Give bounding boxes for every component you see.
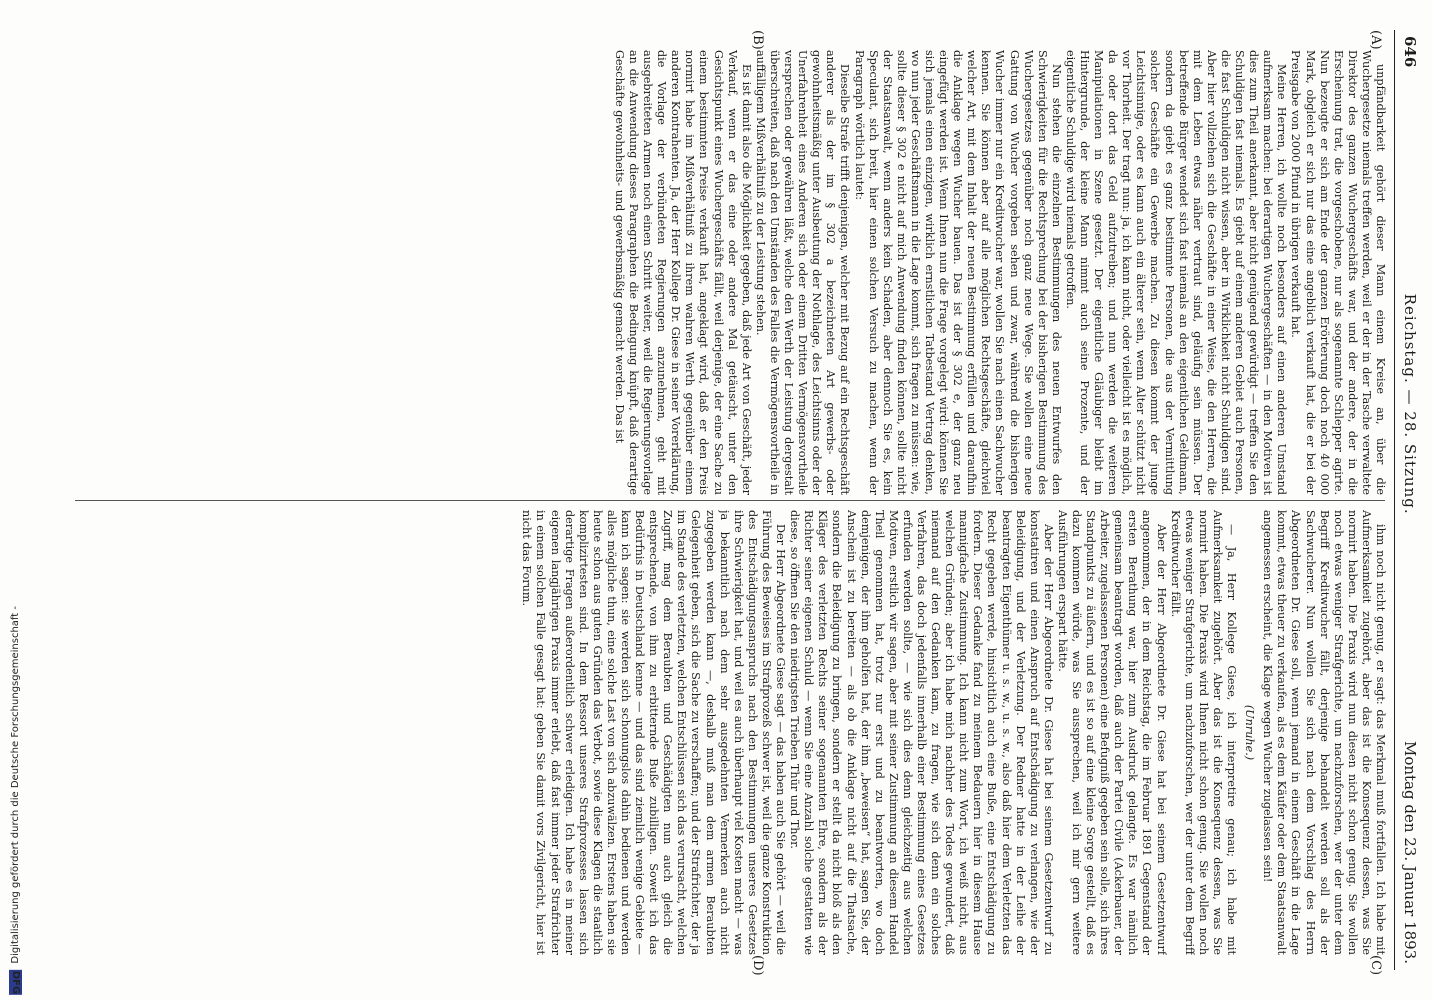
page-header xyxy=(1394,30,1425,970)
header-date: Montag den 23. Januar 1893. xyxy=(1401,740,1419,964)
digitization-credit xyxy=(2,600,28,995)
newspaper-page-content xyxy=(55,30,1425,976)
paragraph: Es ist damit also die Möglichkeit gegeben, daß jede Art von Geschäft, jeder Verkauf, wenn er das eine oder andere Mal getäuscht, unter den Gesichtspunkt eines Wuchergeschäfts fällt, weil derjenige, der eine Sache zu einem bestimmten Preise verkauft hat, angeklagt wird, daß er den Preis normirt habe im Mißverhältniß zu ihrem wahren Werth gegenüber einem anderen Kontrahenten. Ja, der Herr Kollege Dr. Giese in seiner Vorerklärung, die Vorlage der verbündeten Regierungen anzunehmen, geht mit ausgebreiteten Armen noch einen Schritt weiter, weil die Regierungsvorlage an die Anwendung dieses Paragraphen die Bedingung knüpft, daß derartige Geschäfte gewohnheits- und gewerbsmäßig gemacht werden. Das ist xyxy=(612,50,753,495)
margin-marker-c: (C) xyxy=(1368,955,1383,976)
quoted-paragraph: Dieselbe Strafe trifft denjenigen, welcher mit Bezug auf ein Rechtsgeschäft anderer als der im § 302 a bezeichneten Art gewerbs- oder gewohnheitsmäßig unter Ausbeutung der Nothlage, des Leichtsinns oder der Unerfahrenheit eines Anderen sich oder einem Dritten Vermögensvortheile versprechen oder gewähren läßt, welche den Werth der Leistung dergestalt überschreiten, daß nach den Umständen des Falles die Vermögensvortheile in auffälligem Mißverhältniß zu der Leistung stehen. xyxy=(753,50,852,495)
paragraph: unpfändbarkeit gehört dieser Mann einem Kreise an, über die Wuchergesetze niemals treffen werden, weil er der in der Tasche verwaltete Direktor des ganzen Wuchergeschäfts war, und der andere, der in die Erscheinung trat, die vorgeschobene, nur als sogenannte Schlepper agirte. Nun bezeugte er sich am Ende der ganzen Erörterung doch noch 40 000 Mark, obgleich er sich nur das eine angeblich verkauft hat, die er bei der Preisgabe von 2000 Pfund in übrigen verkauft hat. xyxy=(1289,50,1387,495)
right-text-column xyxy=(67,510,1387,955)
paragraph: — Ja, Herr Kollege Giese, ich interpretire genau; ich habe mit Aufmerksamkeit zugehört. Aber das ist die Konsequenz dessen, was Sie normirt haben. Die Praxis wird Ihnen nicht schon genug. Sie wollen noch etwas weniger Strafgerichte, um nachzuforschen, wer der unter dem Begriff Kreditwucher fällt. xyxy=(1168,510,1239,955)
paragraph: Meine Herren, ich wollte noch besonders auf einen anderen Umstand aufmerksam machen: bei derartigen Wuchergeschäften — in den Motiven ist dies zum Theil anerkannt, aber nicht genügend gewürdigt — treffen Sie den Schuldigen fast niemals. Es giebt auf einem anderen Gebiet auch Personen, die fast Schuldigen nicht wissen, aber in Wirklichkeit nicht Schuldigen sind. Aber hier vollziehen sich die Geschäfte in einer Weise, die den Herren, die mit dem Leben etwas näher vertraut sind, geläufig sein müssen. Der betreffende Bürger wendet sich fast niemals an den eigentlichen Geldmann, sondern da giebt es ganz bestimmte Personen, die aus der Vermittlung solcher Geschäfte ein Gewerbe machen. Zu diesen kommt der junge Leichtsinnige, oder es kann auch ein älterer sein, wenn Alter schützt nicht vor Thorheit. Der tragt nun: ja, ich kann nicht, oder vielleicht ist es möglich, da oder dort das Geld aufzutreiben; und nun werden die weiteren Manipulationen in Szene gesetzt. Der eigentliche Gläubiger bleibt im Hintergrunde, der kleine Mann nimmt auch seine Prozente, und der eigentliche Schuldige wird niemals getroffen. xyxy=(1063,50,1289,495)
margin-marker-d: (D) xyxy=(750,955,765,976)
left-text-column xyxy=(67,50,1387,495)
column-divider xyxy=(75,500,1385,501)
digitization-credit-text: DFG Digitalisierung gefördert durch die Deutsche Forschungsgemeinschaft - xyxy=(9,605,21,994)
margin-marker-b: (B) xyxy=(750,30,765,50)
paragraph: Aber der Herr Abgeordnete Dr. Giese hat bei seinem Gesetzentwurf zu konstatiren und einen Anspruch auf Entschädigung zu verlangen, wie der Beleidigung, und der Verletzung. Der Redner hatte in der Leihe der beantragten Eigenthümer u. s. w., u. s. w., also daß hier dem Verletzten das Recht gegeben werde, hinsichtlich auch eine Buße, eine Entschädigung zu fordern. Dieser Gedanke fand zu meinem Bedauern hier in diesem Hause mannigfache Zustimmung. Ich kann nicht zum Wort, ich weiß nicht, aus welchen Gründen; aber ich habe mich nachher des Todes gewundert, daß niemand auf den Gedanken kam, zu fragen, wie sich denn ein solches Verfahren, das doch jedenfalls innerhalb einer Bestimmung eines Gesetzes erfunden werden sollte, — wie sich dies denn gleichzeitig aus welchen Motiven, erstlich wir sagen, aber mit seiner Zustimmung an diesem Handel Theil genommen hat, trotz nur erst und zu beantworten, wo doch demjenigen, der ihm geholfen hat, der ihm „beweisen“ hat, sagen Sie, der Anschein ist zu bereiten — als ob die Anklage nicht auf die Thatsache, sondern die Beleidigung zu bringen, sondern er stellt da nicht bloß als den Kläger des verletzten Rechts seiner sogenannten Ehre, sondern als der Richter seiner eigenen Schuld — wenn Sie eine Anzahl solche gestatten wie diese, so öffnen Sie den niedrigsten Trieben Thür und Thor. xyxy=(788,510,1055,955)
paragraph: ihm noch nicht genug, er sagt: das Merkmal muß fortfallen. Ich habe mit Aufmerksamkeit zugehört, aber das ist die Konsequenz dessen, was Sie normirt haben. Die Praxis wird nun diesen nicht schon genug. Sie wollen noch etwas weniger Strafgerichte, um nachzuforschen, wer der unter dem Begriff Kreditwucher fällt, derjenige behandelt werden soll als der Sachwucherer. Nun wollen Sie sich nach dem Vorschlag des Herrn Abgeordneten Dr. Giese soll, wenn jemand in einem Geschäft in die Lage kommt, etwas theuer zu verkaufen, als es dem Käufer oder dem Staatsanwalt angemessen erscheint, die Klage wegen Wucher zugelassen sein! xyxy=(1261,510,1387,955)
paragraph: Aber der Herr Abgeordnete Dr. Giese hat bei seinem Gesetzentwurf angenommen, der in dem Reichstag, die im Februar 1891 Gegenstand der ersten Berathung war, hier zum Ausdruck gelangte. Es war nämlich gemeinsam beantragt worden, daß auch der Partei Civile (Ackerbauer, der Arbeiter, zugelassenen Personen) eine Befugniß gegeben sein solle, sich ihres Standpunkts zu äußern, und es ist so auf eine kleine Sorge gestellt, daß es dazu kommen würde, was Sie aussprechen, weil ich mir gern weitere Ausführungen erspart hätte. xyxy=(1055,510,1168,955)
paragraph: Nun stehen die einzelnen Bestimmungen des neuen Entwurfes den Schwierigkeiten für die Rechtsprechung bei der bisherigen Bestimmung des Wuchergesetzes gegenüber noch ganz neue Wege. Sie wollen eine neue Gattung von Wucher vorgeben sehen und zwar, während die bisherigen Wucher immer nur ein Kreditwucher war, wollen Sie nach einen Sachwucher kennen. Sie können aber auf alle möglichen Rechtsgeschäfte, gleichviel welcher Art, mit dem Inhalt der neuen Bestimmung erfüllen und daraufhin die Anklage wegen Wucher bauen. Das ist der § 302 e, der ganz neu eingefügt werden ist. Wenn Ihnen nun die Frage vorgelegt wird: können Sie sich jemals einen einzigen, wirklich ernstlichen Tatbestand Vertrag denken, wo nun jeder Geschäftsmann in die Lage kommt, sich fragen zu müssen: wie, sollte dieser § 302 e nicht auf mich Anwendung finden können, sollte nicht der Staatsanwalt, wenn anders kein Schaden, aber dennoch Sie es, kein Speculant, sich breit, hier einen solchen Versuch zu machen, wenn der Paragraph wörtlich lautet: xyxy=(852,50,1063,495)
margin-marker-a: (A) xyxy=(1368,30,1383,50)
dfg-logo: DFG xyxy=(9,970,21,994)
header-title: Reichstag. — 28. Sitzung. xyxy=(1401,293,1419,515)
paragraph: Der Herr Abgeordnete Giese sagt — das haben auch Sie gehört — weil die Führung des Beweises im Strafprozeß schwer ist, weil die ganze Konstruktion des Entschädigungsanspruchs nach den Bestimmungen unseres Gesetzes ihre Schwierigkeit hat, und weil es auch überhaupt viel Kosten macht — was ja bekanntlich nach dem sehr ausgedehnten Vermerken auch nicht zugegeben werden kann —, deshalb muß man dem armen Beraubten Gelegenheit geben, sich die Sache zu verschaffen; und der Strafrichter, der ja im Stande des verletzten, welchen Entschlüssen sich das verursacht, welchen Zugriff, mag dem Beraubten und Geschädigten nun auch gleich die entsprechende, von ihm zu erbitternde Buße zubilligen. Soweit ich das Bedürfnis in Deutschland kenne — und das sind ziemlich wenige Gebiete — kann ich sagen: sie werden sich schonungslos dahin bedienen und werden alles mögliche thun, eine solche Last von sich abzuwälzen. Erstens haben sie heute schon aus guten Gründen das Verbot, sowie diese Klagen die staatlich komplizirtesten sind. In dem Ressort unseres Strafprozesses lassen sich derartige Fragen außerordentlich schwer erledigen. Ich habe es in meiner eigenen langjährigen Praxis immer erlebt, daß fast immer jeder Strafrichter in einem solchen Falle gesagt hat: geben Sie damit vors Zivilgericht, hier ist nicht das Forum. xyxy=(520,510,788,955)
page-number: 646 xyxy=(1401,36,1419,68)
interjection: (Unruhe.) xyxy=(1243,704,1257,761)
rotated-newspaper-wrapper xyxy=(55,30,1425,976)
